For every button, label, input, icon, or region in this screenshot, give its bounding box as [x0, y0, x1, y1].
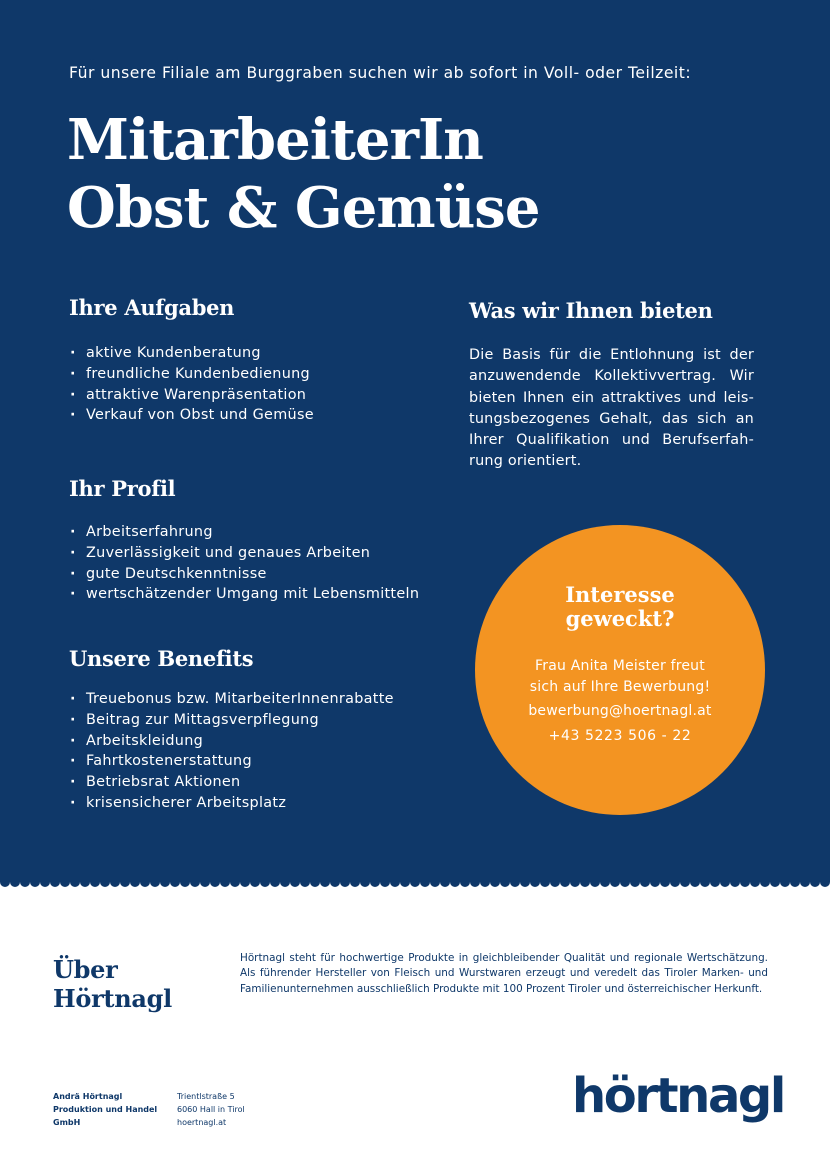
contact-title: [475, 583, 765, 631]
benefits-heading: Unsere Benefits: [69, 646, 254, 671]
hoertnagl-logo: hörtnagl: [572, 1068, 784, 1124]
list-item: · attraktive Warenpräsentation: [69, 385, 314, 406]
list-item: · freundliche Kundenbedienung: [69, 364, 314, 385]
list-item: · Fahrtkostenerstattung: [69, 751, 394, 772]
tasks-heading: Ihre Aufgaben: [69, 295, 235, 320]
about-title-line1: Über: [53, 955, 118, 984]
contact-phone-link[interactable]: +43 5223 506 - 22: [548, 728, 692, 744]
contact-text: [475, 656, 765, 698]
list-item: · wertschätzender Umgang mit Lebensmitteln: [69, 584, 419, 605]
contact-title-line1: Interesse: [565, 582, 675, 607]
list-item: · Beitrag zur Mittagsverpflegung: [69, 710, 394, 731]
list-item: · Arbeitserfahrung: [69, 522, 419, 543]
offer-heading: Was wir Ihnen bieten: [469, 298, 713, 323]
address-city: 6060 Hall in Tirol: [177, 1105, 245, 1114]
company-line2: Produktion und Handel: [53, 1105, 158, 1114]
job-title-line2: Obst & Gemüse: [67, 175, 540, 241]
contact-text-line1: Frau Anita Meister freut: [535, 658, 705, 674]
profile-heading: Ihr Profil: [69, 476, 176, 501]
website-link[interactable]: hoertnagl.at: [177, 1118, 227, 1127]
list-item: · Betriebsrat Aktionen: [69, 772, 394, 793]
list-item: · Verkauf von Obst und Gemüse: [69, 405, 314, 426]
contact-title-line2: geweckt?: [565, 606, 675, 631]
company-line1: Andrä Hörtnagl: [53, 1092, 123, 1101]
company-line3: GmbH: [53, 1118, 81, 1127]
about-title-line2: Hörtnagl: [53, 984, 172, 1013]
about-title: [53, 955, 172, 1013]
contact-circle: [475, 525, 765, 815]
address-street: Trientlstraße 5: [177, 1092, 235, 1101]
about-text: Hörtnagl steht für hochwertige Produkte in gleichbleibender Qualität und regionale Wertschätzung. Als führender Hersteller von Fleisch und Wurstwaren erzeugt und veredelt das Tiroler Marken- und Familienunternehmen ausschließlich Produkte mit 100 Prozent Tiroler und österreichischer Herkunft.: [240, 952, 768, 995]
list-item: · krisensicherer Arbeitsplatz: [69, 793, 394, 814]
list-item: · aktive Kundenberatung: [69, 343, 314, 364]
job-title: [67, 106, 539, 242]
scallop-edge: [0, 876, 830, 888]
job-title-line1: MitarbeiterIn: [67, 107, 483, 173]
contact-email-link[interactable]: bewerbung@hoertnagl.at: [528, 703, 712, 719]
list-item: · Zuverlässigkeit und genaues Arbeiten: [69, 543, 419, 564]
intro-text: Für unsere Filiale am Burggraben suchen wir ab sofort in Voll- oder Teilzeit:: [69, 64, 692, 82]
offer-text: Die Basis für die Entlohnung ist der anzuwendende Kollektivvertrag. Wir bieten Ihnen ein attraktives und leis-tungsbezogenes Gehalt, das sich an Ihrer Qualifikation und Berufserfah-rung orientiert.: [469, 347, 754, 470]
list-item: · Arbeitskleidung: [69, 731, 394, 752]
company-name: [53, 1090, 157, 1129]
company-address: [177, 1090, 245, 1129]
list-item: · Treuebonus bzw. MitarbeiterInnenrabatte: [69, 689, 394, 710]
tasks-list: [69, 343, 314, 426]
benefits-list: [69, 689, 394, 814]
profile-list: [69, 522, 419, 605]
list-item: · gute Deutschkenntnisse: [69, 564, 419, 585]
contact-text-line2: sich auf Ihre Bewerbung!: [529, 679, 711, 695]
